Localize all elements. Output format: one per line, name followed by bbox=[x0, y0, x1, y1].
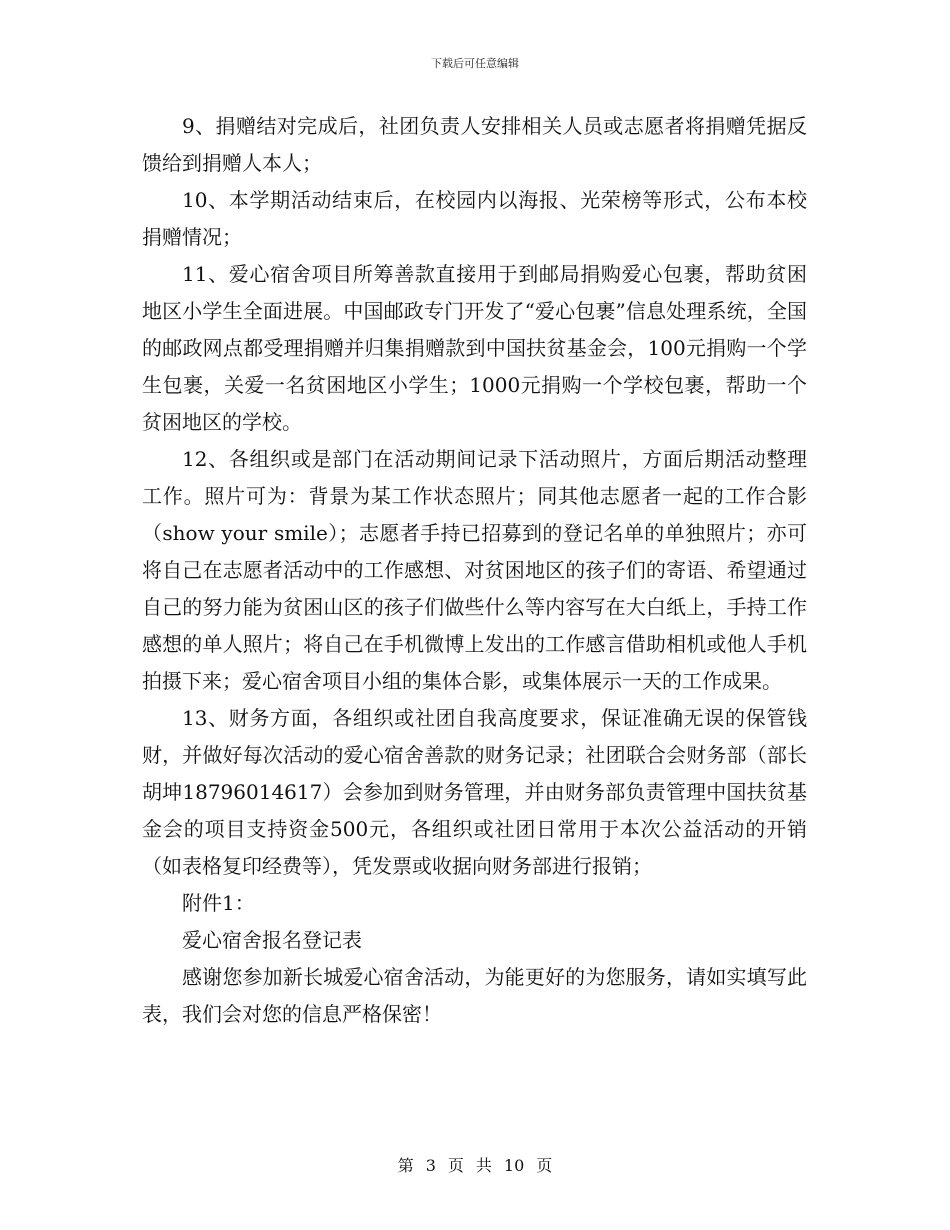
page-footer bbox=[0, 1153, 950, 1176]
footer-current-page: 3 bbox=[425, 1156, 436, 1175]
header-note: 下载后可任意编辑 bbox=[431, 57, 519, 70]
document-body bbox=[142, 108, 807, 1033]
paragraph-item-13: 13、财务方面，各组织或社团自我高度要求，保证准确无误的保管钱财，并做好每次活动的爱心宿舍善款的财务记录；社团联合会财务部（部长胡坤18796014617）会参加到财务管理，并由财务部负责管理中国扶贫基金会的项目支持资金500元，各组织或社团日常用于本次公益活动的开销（如表格复印经费等），凭发票或收据向财务部进行报销； bbox=[142, 706, 807, 878]
footer-page-word: 页 bbox=[447, 1156, 464, 1175]
paragraph-item-12: 12、各组织或是部门在活动期间记录下活动照片，方面后期活动整理工作。照片可为：背景为某工作状态照片；同其他志愿者一起的工作合影（show your smile）；志愿者手持已招募到的登记名单的单独照片；亦可将自己在志愿者活动中的工作感想、对贫困地区的孩子们的寄语、希望通过自己的努力能为贫困山区的孩子们做些什么等内容写在大白纸上，手持工作感想的单人照片；将自己在手机微博上发出的工作感言借助相机或他人手机拍摄下来；爱心宿舍项目小组的集体合影，或集体展示一天的工作成果。 bbox=[142, 447, 807, 693]
footer-suffix: 页 bbox=[536, 1156, 553, 1175]
footer-prefix: 第 bbox=[397, 1156, 414, 1175]
form-title: 爱心宿舍报名登记表 bbox=[182, 928, 362, 952]
paragraph-item-10: 10、本学期活动结束后，在校园内以海报、光荣榜等形式，公布本校捐赠情况； bbox=[142, 188, 807, 249]
paragraph-item-11: 11、爱心宿舍项目所筹善款直接用于到邮局捐购爱心包裹，帮助贫困地区小学生全面进展。中国邮政专门开发了“爱心包裹”信息处理系统，全国的邮政网点都受理捐赠并归集捐赠款到中国扶贫基金会，100元捐购一个学生包裹，关爱一名贫困地区小学生；1000元捐购一个学校包裹，帮助一个贫困地区的学校。 bbox=[142, 262, 807, 434]
attachment-label: 附件1： bbox=[182, 891, 255, 915]
footer-total-word: 共 bbox=[475, 1156, 492, 1175]
footer-total-pages: 10 bbox=[503, 1156, 525, 1175]
form-intro: 感谢您参加新长城爱心宿舍活动，为能更好的为您服务，请如实填写此表，我们会对您的信息严格保密！ bbox=[142, 965, 807, 1026]
paragraph-item-9: 9、捐赠结对完成后，社团负责人安排相关人员或志愿者将捐赠凭据反馈给到捐赠人本人； bbox=[142, 114, 807, 175]
